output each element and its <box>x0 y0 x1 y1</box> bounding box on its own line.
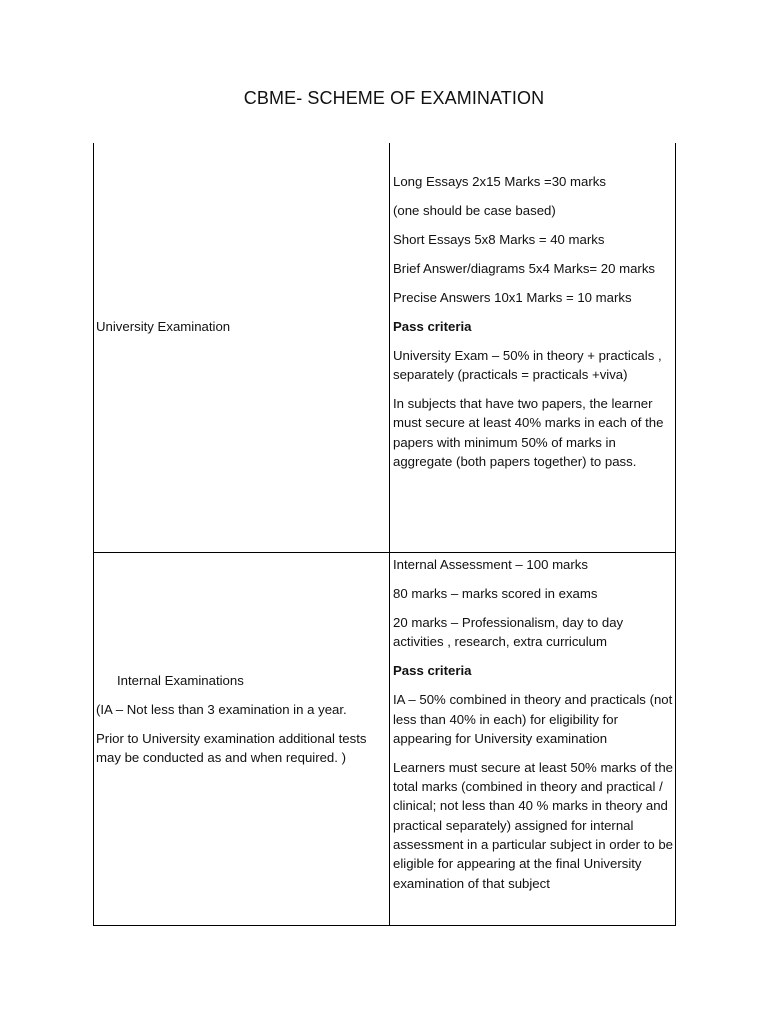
long-essays-line: Long Essays 2x15 Marks =30 marks <box>393 174 606 189</box>
university-pass-rule: University Exam – 50% in theory + practicals , separately (practicals = practicals +viva) <box>393 347 662 383</box>
short-essays-line: Short Essays 5x8 Marks = 40 marks <box>393 231 605 247</box>
two-papers-rule: In subjects that have two papers, the learner must secure at least 40% marks in each of the papers with minimum 50% of marks in aggregate (both papers together) to pass. <box>393 396 664 470</box>
internal-assessment-total: Internal Assessment – 100 marks <box>393 557 588 572</box>
university-exam-details <box>393 172 675 481</box>
exam-marks-line: 80 marks – marks scored in exams <box>393 585 598 601</box>
precise-answers-line: Precise Answers 10x1 Marks = 10 marks <box>393 289 632 305</box>
page-title: CBME- SCHEME OF EXAMINATION <box>243 88 545 108</box>
table-bottom-border <box>93 925 676 926</box>
learners-marks-rule: Learners must secure at least 50% marks of the total marks (combined in theory and practical / clinical; not less than 40 % marks in theory and practical separately) assigned for internal assessment in a particular subject in order to be eligible for appearing at the final University examination of that subject <box>393 759 674 891</box>
internal-exam-details <box>393 555 675 903</box>
brief-answer-line: Brief Answer/diagrams 5x4 Marks= 20 marks <box>393 260 656 276</box>
table-left-border <box>93 143 94 926</box>
pass-criteria-heading: Pass criteria <box>393 318 472 334</box>
table-right-border <box>675 143 676 926</box>
internal-exam-additional-tests: Prior to University examination additional tests may be conducted as and when required. ) <box>96 730 367 766</box>
case-based-note: (one should be case based) <box>393 202 556 218</box>
university-exam-label: University Examination <box>96 319 231 334</box>
table-row-divider <box>93 552 676 553</box>
internal-pass-criteria-heading: Pass criteria <box>393 663 472 679</box>
internal-exam-frequency: (IA – Not less than 3 examination in a year. <box>96 701 347 717</box>
ia-eligibility-rule: IA – 50% combined in theory and practicals (not less than 40% in each) for eligibility for appearing for University examination <box>393 692 673 746</box>
table-column-divider <box>389 143 390 926</box>
professionalism-marks-line: 20 marks – Professionalism, day to day activities , research, extra curriculum <box>393 614 624 650</box>
internal-exam-title: Internal Examinations <box>117 673 244 688</box>
internal-exam-label <box>96 671 378 777</box>
